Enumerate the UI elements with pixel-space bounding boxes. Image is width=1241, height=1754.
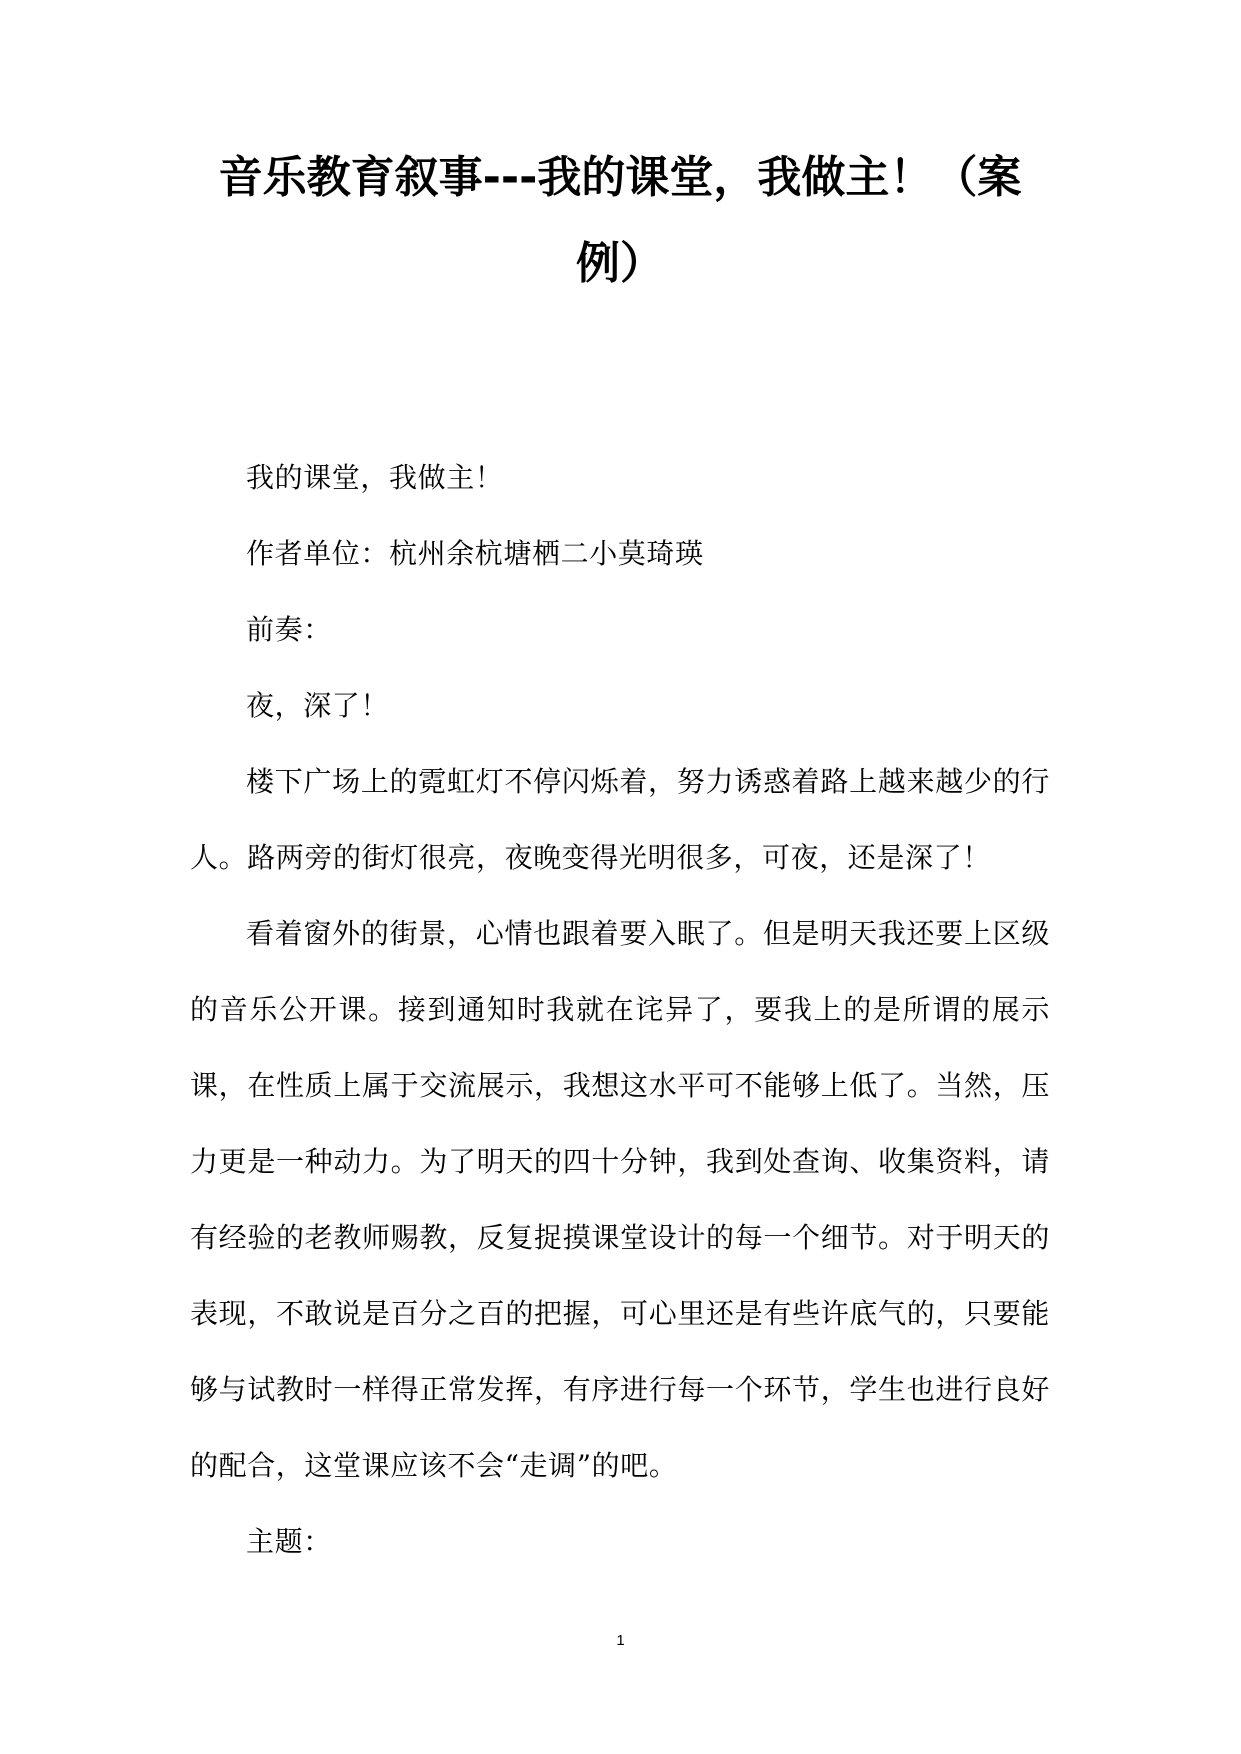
paragraph-author: 作者单位：杭州余杭塘栖二小莫琦瑛	[246, 537, 704, 570]
document-title-line-1: 音乐教育叙事---我的课堂，我做主！（案	[218, 152, 1022, 203]
document-title-line-2: 例）	[576, 238, 664, 289]
paragraph: 看着窗外的街景，心情也跟着要入眠了。但是明天我还要上区级的音乐公开课。接到通知时我就在诧异了，要我上的是所谓的展示课，在性质上属于交流展示，我想这水平可不能够上低了。当然，压力更是一种动力。为了明天的四十分钟，我到处查询、收集资料，请有经验的老教师赐教，反复捉摸课堂设计的每一个细节。对于明天的表现，不敢说是百分之百的把握，可心里还是有些许底气的，只要能够与试教时一样得正常发挥，有序进行每一个环节，学生也进行良好的配合，这堂课应该不会“走调”的吧。	[190, 917, 1050, 1482]
paragraph: 夜，深了！	[246, 689, 390, 722]
paragraph-subtitle: 我的课堂，我做主！	[246, 461, 504, 494]
page-number: 1	[616, 1632, 625, 1649]
document-body	[190, 440, 1050, 1580]
paragraph-theme-heading: 主题：	[246, 1525, 332, 1558]
paragraph-prelude-heading: 前奏：	[246, 613, 332, 646]
paragraph: 楼下广场上的霓虹灯不停闪烁着，努力诱惑着路上越来越少的行人。路两旁的街灯很亮，夜晚变得光明很多，可夜，还是深了！	[190, 765, 1050, 874]
